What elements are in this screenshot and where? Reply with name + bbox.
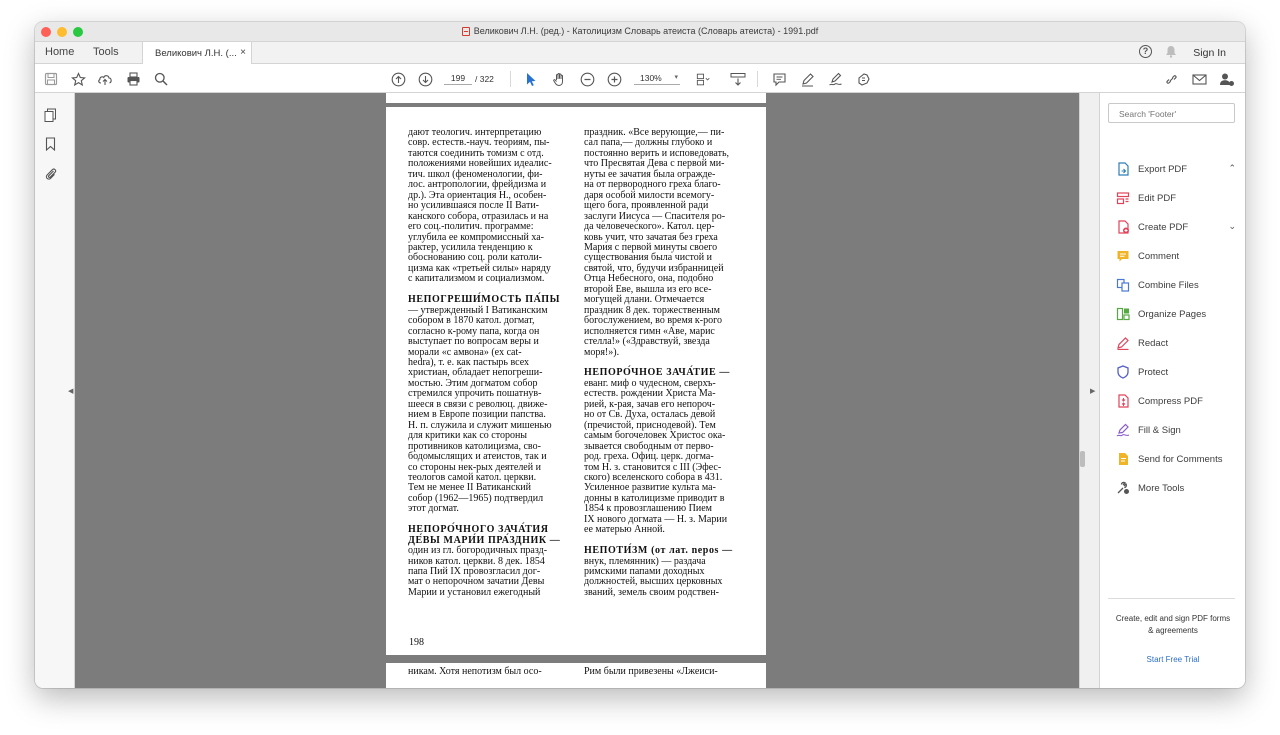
tools-search-input[interactable] bbox=[1119, 109, 1229, 119]
entry-heading: НЕПОГРЕШИ́МОСТЬ ПА́ПЫ bbox=[408, 294, 560, 306]
create-pdf-icon bbox=[1116, 220, 1130, 234]
text-line: положениями новейших идеалис- bbox=[408, 158, 552, 170]
tool-label: Create PDF bbox=[1138, 221, 1189, 233]
text-line: еванг. миф о чудесном, сверхъ- bbox=[584, 377, 716, 389]
text-line: один из гл. богородичных празд- bbox=[408, 545, 548, 557]
text-line: сал папа,— должны глубоко и bbox=[584, 137, 713, 149]
export-pdf-icon bbox=[1116, 162, 1130, 176]
text-line: — утвержденный I Ватиканским bbox=[408, 304, 548, 316]
tools-search-field[interactable] bbox=[1108, 103, 1235, 123]
pages-thumbnail-icon[interactable] bbox=[42, 107, 58, 123]
previous-page-sheet bbox=[386, 93, 766, 103]
share-hand-icon[interactable] bbox=[855, 71, 871, 87]
tab-document-label: Великович Л.Н. (... bbox=[155, 48, 237, 59]
link-sign-icon[interactable] bbox=[1163, 71, 1179, 87]
pdf-file-icon bbox=[462, 27, 470, 36]
text-line: могущей длани. Отмечается bbox=[584, 294, 705, 306]
text-line: дают теологич. интерпретацию bbox=[408, 127, 542, 138]
entry-heading: ДЕ́ВЫ МАРИ́И ПРА́ЗДНИК — bbox=[408, 534, 561, 546]
text-line: ковь учит, что зачатая без греха bbox=[584, 231, 718, 243]
user-add-icon[interactable] bbox=[1219, 71, 1235, 87]
email-icon[interactable] bbox=[1191, 71, 1207, 87]
edit-pdf-icon bbox=[1116, 191, 1130, 205]
pdf-page bbox=[386, 107, 766, 655]
more-tools-icon bbox=[1116, 481, 1130, 495]
print-icon[interactable] bbox=[125, 71, 141, 87]
zoom-level-select[interactable] bbox=[634, 73, 680, 85]
tool-fill-sign[interactable] bbox=[1116, 421, 1236, 439]
text-line: должностей, высших церковных bbox=[584, 576, 723, 588]
text-line: исполняется гимн «Аве, марис bbox=[584, 325, 715, 337]
comment-icon[interactable] bbox=[771, 71, 787, 87]
tool-send-for-comments[interactable] bbox=[1116, 450, 1236, 468]
text-line: Марии и установил ежегодный bbox=[408, 586, 541, 598]
fill-sign-icon bbox=[1116, 423, 1130, 437]
zoom-in-icon[interactable] bbox=[606, 71, 622, 87]
text-line: шееся в связи с революц. движе- bbox=[408, 398, 548, 410]
text-line: нуты ее зачатия была огражде- bbox=[584, 168, 716, 180]
toolbar-divider bbox=[757, 71, 758, 87]
chevron-down-icon[interactable]: ⌄ bbox=[1228, 221, 1236, 231]
text-line: род. греха. Офиц. церк. догма- bbox=[584, 451, 714, 463]
text-line: Отца Небесного, она, подобно bbox=[584, 273, 714, 285]
panel-divider bbox=[1108, 598, 1235, 599]
bell-icon[interactable] bbox=[1165, 45, 1177, 63]
tool-combine-files[interactable] bbox=[1116, 276, 1236, 294]
entry-heading: НЕПОРО́ЧНОГО ЗАЧА́ТИЯ bbox=[408, 524, 549, 536]
tab-tools[interactable]: Tools bbox=[93, 46, 119, 58]
tool-label: Redact bbox=[1138, 337, 1169, 349]
search-icon[interactable] bbox=[153, 71, 169, 87]
text-line: теологов самой катол. церкви. bbox=[408, 471, 537, 483]
text-line: IX нового догмата — Н. з. Марии bbox=[584, 513, 728, 525]
text-line: Мария с первой минуты своего bbox=[584, 241, 718, 253]
previous-page-icon[interactable] bbox=[390, 71, 406, 87]
text-line: но усилившаяся после II Вати- bbox=[408, 200, 540, 212]
text-line: собор (1962—1965) подтвердил bbox=[408, 492, 544, 504]
collapse-left-panel-icon[interactable]: ◀ bbox=[68, 388, 74, 395]
text-line: зывается свободным от перво- bbox=[584, 440, 714, 452]
page-right-column bbox=[584, 128, 744, 598]
protect-icon bbox=[1116, 365, 1130, 379]
text-line: званий, земель своим родствен- bbox=[584, 586, 719, 598]
toolbar-divider bbox=[510, 71, 511, 87]
text-line: мат о непорочном зачатии Девы bbox=[408, 576, 545, 588]
text-line: том Н. з. становится с III (Эфес- bbox=[584, 461, 722, 473]
tool-protect[interactable] bbox=[1116, 363, 1236, 381]
text-line: существования была чистой и bbox=[584, 252, 712, 264]
redact-icon bbox=[1116, 336, 1130, 350]
scroll-mode-icon[interactable] bbox=[730, 71, 746, 87]
text-line: согласно к-рому папа, когда он bbox=[408, 325, 540, 337]
tool-label: Export PDF bbox=[1138, 163, 1188, 175]
tool-label: Compress PDF bbox=[1138, 395, 1203, 407]
next-page-left-line: никам. Хотя непотизм был осо- bbox=[408, 666, 542, 677]
text-line: бодомыслящих и атеистов, так и bbox=[408, 451, 547, 463]
comment-icon bbox=[1116, 249, 1130, 263]
text-line: ского) вселенского собора в 431. bbox=[584, 471, 723, 483]
tool-more-tools[interactable] bbox=[1116, 479, 1236, 497]
text-line: выступает по вопросам веры и bbox=[408, 336, 539, 348]
text-line: праздник. «Все верующие,— пи- bbox=[584, 127, 725, 138]
text-line: 1854 к провозглашению Пием bbox=[584, 503, 712, 515]
text-line: щего бога, проявленной ради bbox=[584, 200, 709, 212]
text-line: его соц.-политич. программе: bbox=[408, 221, 534, 233]
text-line: стелла!» («Здравствуй, звезда bbox=[584, 336, 710, 348]
collapse-right-panel-icon[interactable]: ▶ bbox=[1090, 388, 1096, 395]
tool-create-pdf[interactable] bbox=[1116, 218, 1236, 236]
document-viewport[interactable] bbox=[75, 93, 1079, 688]
text-line: канского собора, отразилась и на bbox=[408, 210, 549, 222]
select-cursor-icon[interactable] bbox=[523, 71, 539, 87]
text-line: стремился упрочить пошатнув- bbox=[408, 388, 542, 400]
text-line: праздник 8 дек. торжественным bbox=[584, 304, 720, 316]
tool-redact[interactable] bbox=[1116, 334, 1236, 352]
text-line: римскими папами доходных bbox=[584, 566, 705, 578]
window-title-text: Великович Л.Н. (ред.) - Католицизм Словарь атеиста (Словарь атеиста) - 1991.pdf bbox=[473, 26, 819, 36]
text-line: Усиленное развитие культа ма- bbox=[584, 482, 716, 494]
zoom-level-value: 130% bbox=[640, 73, 662, 83]
app-window bbox=[35, 22, 1245, 688]
text-line: моря!»). bbox=[584, 346, 620, 358]
page-number-input[interactable]: 199 bbox=[444, 73, 472, 85]
tool-edit-pdf[interactable] bbox=[1116, 189, 1236, 207]
text-line: богослужением, во время к-рого bbox=[584, 315, 722, 327]
text-line: собором в 1870 катол. догмат, bbox=[408, 315, 535, 327]
tab-document[interactable] bbox=[142, 42, 252, 64]
help-icon[interactable]: ? bbox=[1139, 45, 1152, 58]
send-for-comments-icon bbox=[1116, 452, 1130, 466]
text-line: естеств. рождении Христа Ма- bbox=[584, 388, 716, 400]
text-line: рией, к-рая, зачав его непороч- bbox=[584, 398, 716, 410]
attachments-icon[interactable] bbox=[42, 165, 58, 181]
organize-pages-icon bbox=[1116, 307, 1130, 321]
text-line: ников катол. церкви. 8 дек. 1854 bbox=[408, 555, 545, 567]
text-line: др.). Эта ориентация Н., особен- bbox=[408, 189, 547, 201]
tool-label: Organize Pages bbox=[1138, 308, 1207, 320]
start-free-trial-link[interactable]: Start Free Trial bbox=[1146, 655, 1200, 664]
text-line: мостью. Этим догматом собор bbox=[408, 377, 538, 389]
text-line: с капитализмом и социализмом. bbox=[408, 273, 545, 285]
tool-label: Protect bbox=[1138, 366, 1169, 378]
text-line: углубила ее компромиссный ха- bbox=[408, 231, 544, 243]
bookmarks-icon[interactable] bbox=[42, 136, 58, 152]
text-line: Тем не менее II Ватиканский bbox=[408, 482, 532, 494]
tool-label: Comment bbox=[1138, 250, 1180, 262]
tool-comment[interactable] bbox=[1116, 247, 1236, 265]
next-page-right-line: Рим были привезены «Лжеиси- bbox=[584, 666, 718, 677]
text-line: христиан, обладает непогреши- bbox=[408, 367, 543, 379]
text-line: морали «с амвона» (ex cat- bbox=[408, 346, 522, 358]
text-line: лос. антропологии, фрейдизма и bbox=[408, 179, 547, 191]
text-line: ее матерью Анной. bbox=[584, 524, 665, 536]
page-number-folio: 198 bbox=[409, 637, 424, 648]
tools-panel bbox=[1099, 93, 1245, 688]
text-line: hedra), т. е. как пастырь всех bbox=[408, 356, 530, 368]
promo-text-label: Create, edit and sign PDF forms & agreements bbox=[1115, 614, 1231, 635]
entry-heading: НЕПОРО́ЧНОЕ ЗАЧА́ТИЕ — bbox=[584, 367, 730, 379]
tool-export-pdf[interactable] bbox=[1116, 160, 1236, 178]
tool-label: Combine Files bbox=[1138, 279, 1199, 291]
tab-bar bbox=[35, 42, 1245, 64]
text-line: на от первородного греха благо- bbox=[584, 179, 721, 191]
save-icon[interactable] bbox=[43, 71, 59, 87]
text-line: совр. естеств.-науч. теориям, пы- bbox=[408, 137, 550, 149]
tool-organize-pages[interactable] bbox=[1116, 305, 1236, 323]
text-line: самым богочеловек Христос ока- bbox=[584, 430, 726, 442]
tab-home[interactable]: Home bbox=[45, 46, 75, 58]
sign-in-link[interactable]: Sign In bbox=[1193, 47, 1226, 59]
close-tab-icon[interactable]: × bbox=[240, 47, 246, 58]
text-line: заслуги Иисуса — Спасителя ро- bbox=[584, 210, 726, 222]
tool-label: Send for Comments bbox=[1138, 453, 1223, 465]
main-toolbar bbox=[35, 64, 1245, 93]
text-line: второй Еве, вышла из его все- bbox=[584, 283, 712, 295]
text-line: для критики как со стороны bbox=[408, 430, 528, 442]
page-left-column bbox=[408, 128, 568, 598]
text-line: что Пресвятая Дева с первой ми- bbox=[584, 158, 725, 170]
text-line: (пречистой, приснодевой). Тем bbox=[584, 419, 716, 431]
chevron-up-icon[interactable]: ⌃ bbox=[1228, 163, 1236, 173]
next-page-sheet bbox=[386, 663, 766, 688]
next-page-icon[interactable] bbox=[417, 71, 433, 87]
page-total: / 322 bbox=[475, 74, 494, 84]
text-line: Н. п. служила и служит мишенью bbox=[408, 419, 552, 431]
text-line: тич. школ (феноменологии, фи- bbox=[408, 168, 543, 180]
text-line: этот догмат. bbox=[408, 503, 459, 515]
bookmark-star-icon[interactable] bbox=[70, 71, 86, 87]
page-display-icon[interactable] bbox=[696, 71, 712, 87]
text-line: да человеческого». Катол. цер- bbox=[584, 221, 715, 233]
entry-heading: НЕПОТИ́ЗМ (от лат. nepos — bbox=[584, 545, 733, 557]
text-line: папа Пий IX провозгласил дог- bbox=[408, 566, 541, 578]
hand-tool-icon[interactable] bbox=[551, 71, 567, 87]
text-line: но от Св. Духа, осталась девой bbox=[584, 409, 716, 421]
compress-pdf-icon bbox=[1116, 394, 1130, 408]
highlight-pen-icon[interactable] bbox=[799, 71, 815, 87]
text-line: таются соединить томизм с отд. bbox=[408, 147, 544, 159]
sign-pen-icon[interactable] bbox=[827, 71, 843, 87]
zoom-out-icon[interactable] bbox=[579, 71, 595, 87]
tool-compress-pdf[interactable] bbox=[1116, 392, 1236, 410]
text-line: противников католицизма, сво- bbox=[408, 440, 541, 452]
text-line: донны в католицизме приводит в bbox=[584, 492, 725, 504]
combine-files-icon bbox=[1116, 278, 1130, 292]
text-line: со стороны нек-рых деятелей и bbox=[408, 461, 541, 473]
tool-label: Edit PDF bbox=[1138, 192, 1177, 204]
text-line: рактер, усилила тенденцию к bbox=[408, 241, 533, 253]
vertical-scrollbar[interactable] bbox=[1080, 451, 1085, 467]
window-title bbox=[35, 26, 1245, 36]
tool-label: More Tools bbox=[1138, 482, 1185, 494]
promo-text bbox=[1100, 613, 1245, 637]
right-panel-gutter bbox=[1079, 93, 1099, 688]
cloud-upload-icon[interactable] bbox=[97, 71, 113, 87]
text-line: внук, племянник) — раздача bbox=[584, 555, 706, 567]
text-line: цизма как «третьей силы» наряду bbox=[408, 262, 551, 274]
text-line: обоснованию соц. роли католи- bbox=[408, 252, 542, 264]
tool-label: Fill & Sign bbox=[1138, 424, 1181, 436]
chevron-down-icon: ▾ bbox=[674, 74, 678, 81]
text-line: святой, что, будучи избранницей bbox=[584, 262, 724, 274]
title-bar bbox=[35, 22, 1245, 42]
text-line: даря особой милости всемогу- bbox=[584, 189, 715, 201]
text-line: нием в Европе позиции папства. bbox=[408, 409, 546, 421]
text-line: постоянно верить и исповедовать, bbox=[584, 147, 730, 159]
